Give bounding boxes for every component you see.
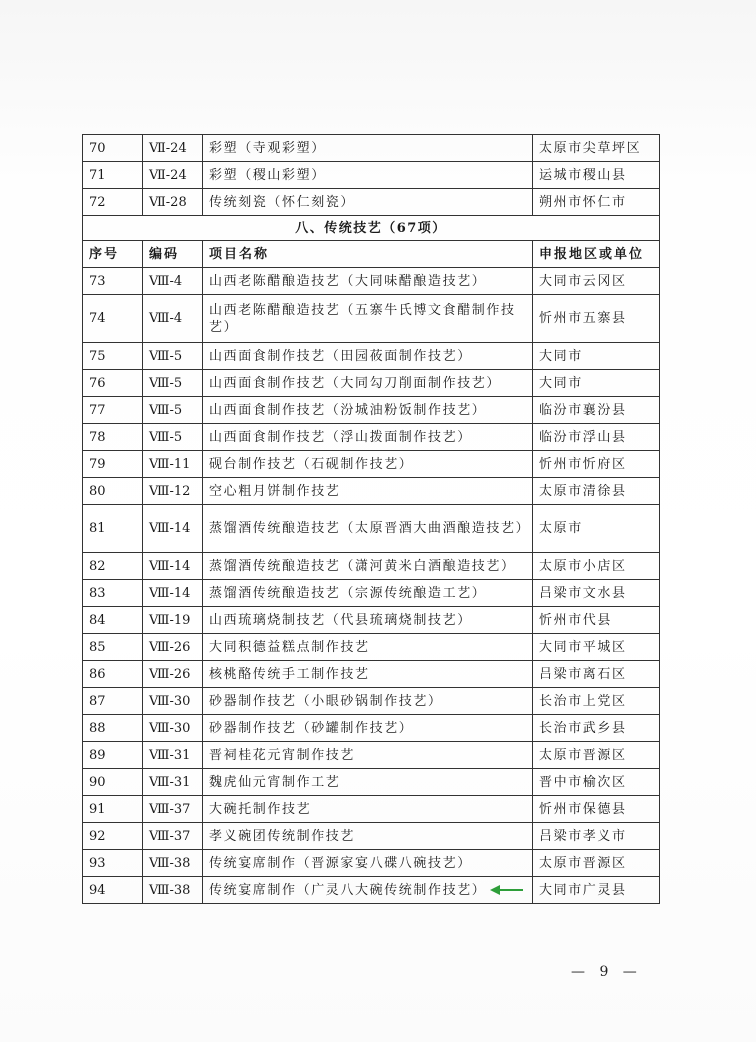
row-code-text: Ⅷ-14 [149,558,191,574]
row-name: 传统刻瓷（怀仁刻瓷） [203,189,533,216]
row-region-text: 太原市晋源区 [539,855,627,871]
table-row [83,796,660,823]
row-name-text: 山西老陈醋酿造技艺（大同味醋酿造技艺） [209,273,487,289]
row-number-text: 76 [89,375,106,391]
row-code-text: Ⅷ-37 [149,801,191,817]
row-number [83,634,143,661]
row-code-text: Ⅷ-4 [149,311,183,326]
row-code-text: Ⅷ-19 [149,612,191,628]
row-region [533,397,660,424]
row-number-text: 73 [89,273,106,289]
table-row [83,162,660,189]
row-code-text: Ⅷ-14 [149,521,191,536]
row-name-text: 核桃酪传统手工制作技艺 [209,666,370,682]
row-number-text: 80 [89,483,106,499]
row-name [203,715,533,742]
row-number-text: 77 [89,402,106,418]
row-name [203,478,533,505]
row-region-text: 大同市平城区 [539,639,627,655]
table-row [83,850,660,877]
row-number-text: 93 [89,855,106,871]
row-name [203,634,533,661]
header-code: 编码 [143,241,203,268]
row-region: 太原市尖草坪区 [533,135,660,162]
row-number [83,505,143,553]
row-name-text: 大同积德益糕点制作技艺 [209,639,370,655]
row-code [143,295,203,343]
row-region [533,688,660,715]
row-name [203,850,533,877]
table-row [83,397,660,424]
row-region [533,424,660,451]
row-name-text: 蒸馏酒传统酿造技艺（宗源传统酿造工艺） [209,585,487,601]
table-row [83,823,660,850]
row-number-text: 92 [89,828,106,844]
header-name: 项目名称 [203,241,533,268]
row-region-text: 忻州市代县 [539,612,613,628]
row-region-text: 长治市武乡县 [539,720,627,736]
row-number-text: 87 [89,693,106,709]
row-code [143,688,203,715]
row-region-text: 大同市广灵县 [539,882,627,898]
row-code [143,451,203,478]
row-code [143,715,203,742]
row-name [203,769,533,796]
row-region-text: 忻州市忻府区 [539,456,627,472]
row-region [533,715,660,742]
table-row [83,135,660,162]
table-row [83,295,660,343]
row-number-text: 83 [89,585,106,601]
row-number: 70 [83,135,143,162]
row-name [203,688,533,715]
row-region-text: 太原市 [539,521,583,536]
row-name [203,742,533,769]
row-code [143,370,203,397]
row-number [83,343,143,370]
row-number [83,688,143,715]
row-region [533,478,660,505]
row-name [203,295,533,343]
row-code [143,877,203,904]
table-row [83,424,660,451]
row-name [203,796,533,823]
row-number-text: 90 [89,774,106,790]
row-code-text: Ⅷ-5 [149,348,183,364]
row-region: 运城市稷山县 [533,162,660,189]
row-region-text: 长治市上党区 [539,693,627,709]
row-number: 72 [83,189,143,216]
row-code [143,769,203,796]
row-region [533,553,660,580]
row-region-text: 晋中市榆次区 [539,774,627,790]
row-name-text: 山西面食制作技艺（浮山拨面制作技艺） [209,429,472,445]
row-code [143,505,203,553]
row-name-text: 空心粗月饼制作技艺 [209,483,341,499]
row-name: 彩塑（寺观彩塑） [203,135,533,162]
table-row [83,742,660,769]
row-region [533,370,660,397]
row-number [83,397,143,424]
row-code-text: Ⅷ-5 [149,375,183,391]
row-number [83,850,143,877]
row-number-text: 85 [89,639,106,655]
row-code [143,823,203,850]
header-region: 申报地区或单位 [533,241,660,268]
row-code: Ⅶ-24 [143,162,203,189]
row-region [533,634,660,661]
heritage-table [82,134,660,904]
row-number [83,877,143,904]
row-name-text: 山西面食制作技艺（大同勾刀削面制作技艺） [209,375,502,391]
row-code-text: Ⅷ-26 [149,666,191,682]
row-region [533,661,660,688]
row-name-text: 传统宴席制作（晋源家宴八碟八碗技艺） [209,855,472,871]
row-number-text: 94 [89,882,106,898]
row-region [533,796,660,823]
row-number [83,424,143,451]
row-code [143,343,203,370]
row-number-text: 91 [89,801,106,817]
row-name [203,343,533,370]
row-number [83,769,143,796]
row-region [533,769,660,796]
row-code [143,607,203,634]
section-row [83,216,660,241]
row-number [83,268,143,295]
row-number [83,661,143,688]
table-row [83,478,660,505]
row-number-text: 86 [89,666,106,682]
row-code: Ⅶ-28 [143,189,203,216]
header-number: 序号 [83,241,143,268]
row-code [143,634,203,661]
row-number-text: 79 [89,456,106,472]
row-region-text: 大同市 [539,348,583,364]
table-row [83,877,660,904]
table-row [83,607,660,634]
row-region [533,850,660,877]
row-name-text: 砚台制作技艺（石砚制作技艺） [209,456,414,472]
row-code-text: Ⅷ-12 [149,483,191,499]
row-region-text: 临汾市浮山县 [539,429,627,445]
row-region [533,742,660,769]
row-number [83,715,143,742]
row-code-text: Ⅷ-38 [149,882,191,898]
row-number [83,823,143,850]
row-number-text: 84 [89,612,106,628]
row-number-text: 89 [89,747,106,763]
row-code [143,850,203,877]
row-region-text: 忻州市保德县 [539,801,627,817]
row-name-text: 大碗托制作技艺 [209,801,312,817]
table-row [83,370,660,397]
row-region [533,343,660,370]
row-code-text: Ⅷ-37 [149,828,191,844]
row-region [533,268,660,295]
row-code-text: Ⅷ-31 [149,774,191,790]
row-region [533,505,660,553]
row-name-text: 山西琉璃烧制技艺（代县琉璃烧制技艺） [209,612,472,628]
row-region-text: 忻州市五寨县 [539,311,627,326]
row-code [143,661,203,688]
row-name-text: 蒸馏酒传统酿造技艺（潇河黄米白酒酿造技艺） [209,558,516,574]
row-region [533,877,660,904]
row-number-text: 78 [89,429,106,445]
section-title: 八、传统技艺（67项） [83,216,660,241]
row-code: Ⅶ-24 [143,135,203,162]
table-row [83,268,660,295]
table-row [83,189,660,216]
row-name [203,370,533,397]
row-code [143,268,203,295]
row-number [83,370,143,397]
row-number [83,451,143,478]
table-row [83,688,660,715]
row-code [143,742,203,769]
table-row [83,769,660,796]
row-name [203,607,533,634]
row-name [203,451,533,478]
row-name-text: 魏虎仙元宵制作工艺 [209,774,341,790]
row-code-text: Ⅷ-30 [149,720,191,736]
row-number: 71 [83,162,143,189]
row-name-text: 山西面食制作技艺（田园莜面制作技艺） [209,348,472,364]
row-number [83,478,143,505]
row-region-text: 大同市 [539,375,583,391]
row-name-text: 山西老陈醋酿造技艺（五寨牛氏博文食醋制作技艺） [209,302,516,335]
row-region-text: 太原市小店区 [539,558,627,574]
row-name [203,397,533,424]
row-number-text: 81 [89,521,106,536]
row-name [203,553,533,580]
row-code-text: Ⅷ-38 [149,855,191,871]
row-number [83,607,143,634]
row-code [143,580,203,607]
table-row [83,505,660,553]
table-row [83,451,660,478]
row-number [83,796,143,823]
row-number-text: 82 [89,558,106,574]
row-number-text: 75 [89,348,106,364]
row-code [143,424,203,451]
row-code [143,553,203,580]
row-number [83,742,143,769]
row-code-text: Ⅷ-14 [149,585,191,601]
row-code-text: Ⅷ-5 [149,429,183,445]
row-region-text: 大同市云冈区 [539,273,627,289]
row-name [203,661,533,688]
row-region-text: 临汾市襄汾县 [539,402,627,418]
row-region-text: 吕梁市文水县 [539,585,627,601]
row-name-text: 晋祠桂花元宵制作技艺 [209,747,356,763]
row-name [203,580,533,607]
row-name-text: 传统宴席制作（广灵八大碗传统制作技艺） [209,882,487,898]
table-row [83,343,660,370]
table-row [83,634,660,661]
row-code [143,796,203,823]
row-region-text: 太原市清徐县 [539,483,627,499]
page-number: — 9 — [571,964,642,980]
row-name [203,268,533,295]
row-number-text: 74 [89,311,106,326]
row-region-text: 吕梁市孝义市 [539,828,627,844]
row-number [83,295,143,343]
row-name [203,877,533,904]
row-name-text: 山西面食制作技艺（汾城油粉饭制作技艺） [209,402,487,418]
row-code-text: Ⅷ-30 [149,693,191,709]
row-code-text: Ⅷ-4 [149,273,183,289]
row-name-text: 砂器制作技艺（小眼砂锅制作技艺） [209,693,443,709]
table-row [83,661,660,688]
row-region [533,607,660,634]
row-code-text: Ⅷ-5 [149,402,183,418]
row-code-text: Ⅷ-11 [149,456,191,472]
table-row [83,553,660,580]
row-code-text: Ⅷ-31 [149,747,191,763]
row-region: 朔州市怀仁市 [533,189,660,216]
row-region [533,295,660,343]
table-header-row [83,241,660,268]
row-number [83,553,143,580]
row-region-text: 吕梁市离石区 [539,666,627,682]
row-name-text: 孝义碗团传统制作技艺 [209,828,356,844]
row-name-text: 砂器制作技艺（砂罐制作技艺） [209,720,414,736]
row-name [203,424,533,451]
table-row [83,580,660,607]
green-left-arrow-icon [490,884,524,896]
row-region-text: 太原市晋源区 [539,747,627,763]
row-region [533,823,660,850]
row-code [143,478,203,505]
row-code-text: Ⅷ-26 [149,639,191,655]
row-region [533,580,660,607]
row-number [83,580,143,607]
row-name [203,505,533,553]
table-row [83,715,660,742]
row-name [203,823,533,850]
row-name: 彩塑（稷山彩塑） [203,162,533,189]
row-name-text: 蒸馏酒传统酿造技艺（太原晋酒大曲酒酿造技艺） [209,521,531,536]
row-number-text: 88 [89,720,106,736]
row-region [533,451,660,478]
row-code [143,397,203,424]
